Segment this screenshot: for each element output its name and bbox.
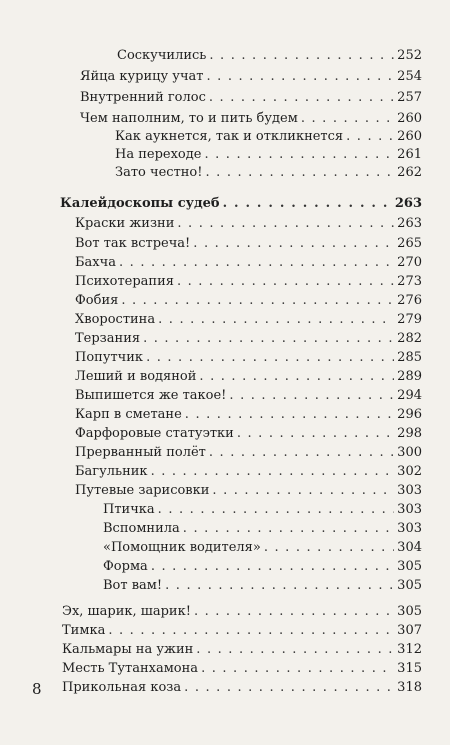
- toc-entry-title: Вот вам!: [103, 578, 163, 593]
- toc-entry-leader: [121, 293, 394, 309]
- toc-entry-title: Терзания: [75, 331, 141, 346]
- toc-entry: [62, 642, 422, 658]
- toc-entry-title: Психотерапия: [75, 274, 174, 289]
- toc-entry-title: Кальмары на ужин: [62, 642, 194, 657]
- toc-section-title: Калейдоскопы судеб: [60, 196, 220, 211]
- toc-entry: [75, 312, 422, 328]
- toc-entry-page: 303: [397, 483, 422, 498]
- toc-entry-page: 262: [397, 165, 422, 180]
- toc-entry-page: 260: [397, 111, 422, 126]
- toc-entry-leader: [194, 604, 394, 620]
- toc-entry: [75, 464, 422, 480]
- toc-entry-title: Вспомнила: [103, 521, 180, 536]
- toc-entry: [103, 521, 422, 537]
- toc-entry-leader: [207, 69, 395, 85]
- toc-entry-leader: [183, 521, 394, 537]
- toc-entry: [75, 407, 422, 423]
- toc-entry-page: 276: [397, 293, 422, 308]
- toc-entry-leader: [158, 312, 394, 328]
- toc-entry-title: Внутренний голос: [80, 90, 206, 105]
- toc-entry-title: Месть Тутанхамона: [62, 661, 199, 676]
- toc-entry-leader: [146, 350, 394, 366]
- toc-entry-title: Соскучились: [117, 48, 207, 63]
- toc-entry-page: 312: [397, 642, 422, 657]
- toc-entry: [75, 293, 422, 309]
- toc-entry: [80, 90, 422, 106]
- toc-entry-title: Прикольная коза: [62, 680, 182, 695]
- toc-entry-page: 318: [397, 680, 422, 695]
- toc-entry-page: 282: [397, 331, 422, 346]
- toc-entry-leader: [209, 48, 394, 64]
- toc-entry-title: Тимка: [62, 623, 106, 638]
- toc-entry: [75, 426, 422, 442]
- toc-entry-page: 254: [397, 69, 422, 84]
- toc-entry-page: 303: [397, 502, 422, 517]
- toc-entry: [117, 48, 422, 64]
- toc-entry-page: 263: [397, 216, 422, 231]
- toc-entry-title: Эх, шарик, шарик!: [62, 604, 191, 619]
- toc-entry: [75, 388, 422, 404]
- toc-entry-leader: [199, 369, 394, 385]
- toc-entry-title: Яйца курицу учат: [80, 69, 204, 84]
- toc-entry-title: Карп в сметане: [75, 407, 182, 422]
- toc-entry: [75, 350, 422, 366]
- toc-entry: [75, 483, 422, 499]
- toc-entry-leader: [204, 147, 394, 163]
- toc-entry-leader: [301, 111, 394, 127]
- toc-entry-title: Прерванный полёт: [75, 445, 206, 460]
- toc-entry-page: 296: [397, 407, 422, 422]
- toc-entry: [75, 236, 422, 252]
- toc-entry: [115, 147, 422, 163]
- toc-entry: [103, 502, 422, 518]
- toc-entry-title: Хворостина: [75, 312, 156, 327]
- toc-entry-leader: [229, 388, 394, 404]
- page-number: 8: [32, 680, 42, 698]
- toc-entry-leader: [143, 331, 394, 347]
- toc-entry-leader: [193, 236, 394, 252]
- toc-entry-title: Чем наполним, то и пить будем: [80, 111, 298, 126]
- toc-entry: [62, 661, 422, 677]
- toc-entry: [103, 540, 422, 556]
- toc-entry-leader: [151, 559, 394, 575]
- toc-entry-leader: [201, 661, 394, 677]
- toc-entry: [103, 578, 422, 594]
- toc-entry-title: На переходе: [115, 147, 202, 162]
- toc-entry-title: Попутчик: [75, 350, 144, 365]
- toc-entry: [115, 129, 422, 145]
- toc-entry-title: Форма: [103, 559, 148, 574]
- toc-entry: [75, 445, 422, 461]
- toc-entry-leader: [209, 445, 394, 461]
- toc-entry-page: 294: [397, 388, 422, 403]
- toc-entry-page: 302: [397, 464, 422, 479]
- toc-entry-leader: [177, 274, 394, 290]
- toc-entry-page: 305: [397, 604, 422, 619]
- toc-entry-leader: [158, 502, 395, 518]
- toc-entry-leader: [108, 623, 394, 639]
- toc-entry-title: Зато честно!: [115, 165, 203, 180]
- toc-entry-leader: [237, 426, 394, 442]
- toc-entry-title: Багульник: [75, 464, 148, 479]
- toc-entry-page: 300: [397, 445, 422, 460]
- toc-entry-title: «Помощник водителя»: [103, 540, 261, 555]
- toc-entry-title: Вот так встреча!: [75, 236, 191, 251]
- toc-entry-title: Краски жизни: [75, 216, 175, 231]
- toc-entry-leader: [212, 483, 394, 499]
- toc-entry-page: 265: [397, 236, 422, 251]
- toc-entry-page: 273: [397, 274, 422, 289]
- toc-entry: [75, 255, 422, 271]
- toc-entry-leader: [185, 407, 394, 423]
- toc-entry: [62, 623, 422, 639]
- toc-entry-page: 303: [397, 521, 422, 536]
- toc-section-heading: [60, 196, 422, 212]
- toc-entry-title: Фобия: [75, 293, 119, 308]
- toc-entry-title: Птичка: [103, 502, 155, 517]
- toc-entry-page: 304: [397, 540, 422, 555]
- toc-entry: [75, 274, 422, 290]
- toc-entry-page: 285: [397, 350, 422, 365]
- toc-entry-title: Как аукнется, так и откликнется: [115, 129, 344, 144]
- toc-entry-title: Путевые зарисовки: [75, 483, 210, 498]
- toc-entry-page: 307: [397, 623, 422, 638]
- toc-section-page: 263: [394, 196, 422, 211]
- toc-entry-page: 270: [397, 255, 422, 270]
- toc-entry-leader: [151, 464, 395, 480]
- toc-entry-page: 305: [397, 559, 422, 574]
- toc-entry: [115, 165, 422, 181]
- toc-entry-page: 261: [397, 147, 422, 162]
- toc-entry-page: 305: [397, 578, 422, 593]
- toc-entry-leader: [119, 255, 394, 271]
- toc-entry: [75, 369, 422, 385]
- toc-entry-leader: [209, 90, 394, 106]
- toc-entry: [75, 331, 422, 347]
- toc-entry: [103, 559, 422, 575]
- toc-entry: [80, 111, 422, 127]
- toc-entry: [80, 69, 422, 85]
- toc-entry-page: 298: [397, 426, 422, 441]
- toc-entry-leader: [346, 129, 394, 145]
- toc-entry-title: Бахча: [75, 255, 116, 270]
- toc-entry-page: 315: [397, 661, 422, 676]
- toc-entry-title: Леший и водяной: [75, 369, 197, 384]
- toc-entry-page: 260: [397, 129, 422, 144]
- toc-entry-leader: [184, 680, 394, 696]
- toc-entry: [62, 680, 422, 696]
- toc-entry: [62, 604, 422, 620]
- toc-entry-leader: [196, 642, 394, 658]
- toc-entry-page: 257: [397, 90, 422, 105]
- toc-entry-page: 279: [397, 312, 422, 327]
- toc-entry-page: 252: [397, 48, 422, 63]
- toc-entry-leader: [177, 216, 394, 232]
- toc-entry-leader: [205, 165, 394, 181]
- toc-entry-page: 289: [397, 369, 422, 384]
- toc-entry-leader: [264, 540, 394, 556]
- toc-entry-leader: [223, 196, 392, 212]
- toc-entry-leader: [165, 578, 394, 594]
- toc-entry: [75, 216, 422, 232]
- toc-entry-title: Фарфоровые статуэтки: [75, 426, 234, 441]
- toc-entry-title: Выпишется же такое!: [75, 388, 227, 403]
